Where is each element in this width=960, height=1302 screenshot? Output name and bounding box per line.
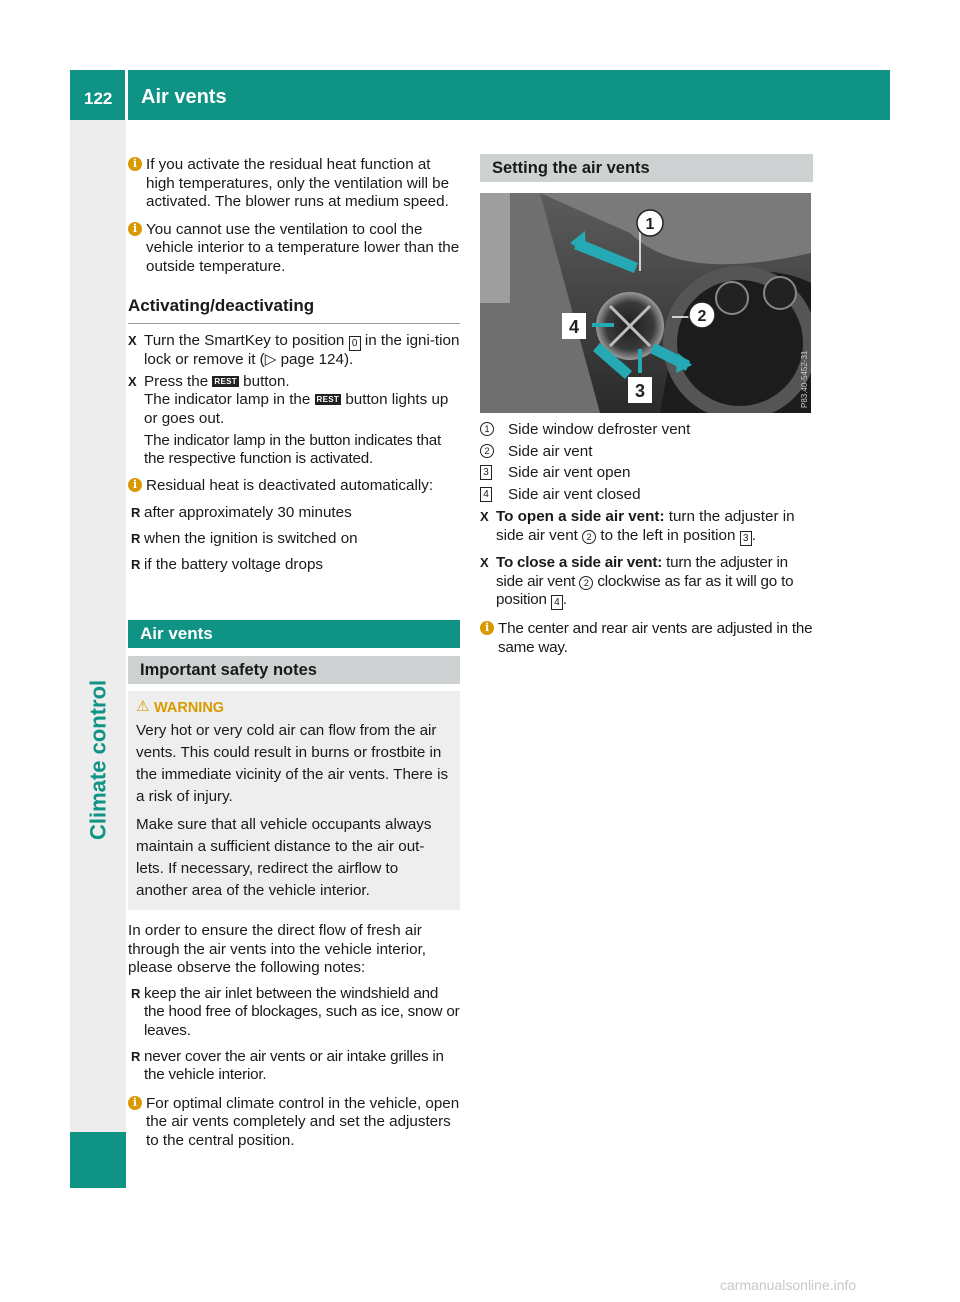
right-column — [480, 154, 813, 666]
rest-button-icon: REST — [214, 376, 237, 386]
step-detail: The indicator lamp in the button indicates that the respective function is activated. — [144, 431, 442, 468]
step-arrow-icon: X — [128, 333, 137, 349]
instruction-step: X To close a side air vent: turn the adjuster in side air vent 2 clockwise as far as it will go to position 4 . — [480, 553, 794, 609]
page-ref-arrow-icon: ▷ — [264, 351, 277, 369]
air-vent-figure — [480, 193, 811, 413]
list-item: R keep the air inlet between the windshield and the hood free of blockages, such as ice, snow or leaves. — [131, 984, 460, 1040]
bullet-icon: R — [131, 985, 141, 1001]
page-header — [70, 70, 890, 120]
list-item: R if the battery voltage drops — [131, 555, 323, 573]
page-title: Air vents — [141, 86, 227, 108]
subsection-banner: Important safety notes — [128, 656, 460, 684]
legend-item: 2 Side air vent — [480, 443, 813, 462]
instruction-step: X To open a side air vent: turn the adjuster in side air vent 2 to the left in position 3 . — [480, 508, 795, 544]
info-note: i You cannot use the ventilation to cool the vehicle interior to a temperature lower than the outside temperature. — [128, 221, 460, 277]
step-arrow-icon: X — [480, 554, 489, 570]
chapter-label: Climate control — [85, 679, 111, 840]
callout-1 — [637, 210, 663, 236]
air-vent-illustration — [480, 193, 811, 413]
info-icon: i — [480, 621, 494, 635]
left-column — [128, 156, 460, 1160]
step-detail: The indicator lamp in the REST button lights up or goes out. — [144, 391, 449, 427]
warning-triangle-icon: ⚠ — [136, 698, 150, 716]
callout-3 — [628, 377, 652, 403]
svg-text:3: 3 — [634, 381, 646, 401]
bullet-icon: R — [131, 505, 141, 521]
position-key: 0 — [349, 336, 361, 351]
callout-4 — [562, 313, 586, 339]
svg-text:1: 1 — [645, 216, 655, 233]
body-paragraph: In order to ensure the direct flow of fresh air through the air vents into the vehicle interior, please observe the following notes: — [128, 922, 427, 977]
step-arrow-icon: X — [128, 373, 137, 389]
info-icon: i — [128, 222, 142, 236]
page-number: 122 — [84, 89, 113, 108]
figure-code: P83.40-5452-31 — [800, 350, 809, 408]
info-note: i Residual heat is deactivated automatically: — [128, 477, 460, 496]
legend-item: 4 Side air vent closed — [480, 486, 813, 505]
figure-legend — [480, 421, 813, 504]
warning-heading: ⚠ WARNING — [136, 698, 225, 717]
warning-text: Make sure that all vehicle occupants always maintain a sufficient distance to the air out-lets. If necessary, redirect the airflow to another area of the vehicle interior. — [136, 816, 432, 900]
page-reference[interactable]: page 124 — [280, 351, 344, 369]
instruction-step: X Press the REST button. — [128, 372, 290, 390]
svg-text:4: 4 — [568, 317, 580, 337]
warning-box — [128, 691, 460, 910]
watermark: carmanualsonline.info — [720, 1277, 857, 1293]
info-icon: i — [128, 157, 142, 171]
section-banner: Setting the air vents — [480, 154, 813, 182]
list-item: R never cover the air vents or air intake grilles in the vehicle interior. — [131, 1047, 444, 1084]
step-arrow-icon: X — [480, 509, 489, 525]
rest-button-icon: REST — [316, 395, 340, 405]
list-item: R when the ignition is switched on — [131, 529, 358, 547]
callout-2 — [689, 302, 715, 328]
legend-item: 1 Side window defroster vent — [480, 421, 813, 440]
instruction-step: X Turn the SmartKey to position 0 in the igni-tion lock or remove it (▷ page 124). — [128, 332, 460, 369]
bullet-icon: R — [131, 1048, 141, 1064]
list-item: R after approximately 30 minutes — [131, 504, 352, 522]
bullet-icon: R — [131, 556, 141, 572]
svg-text:2: 2 — [697, 308, 707, 325]
legend-item: 3 Side air vent open — [480, 464, 813, 483]
bullet-icon: R — [131, 530, 141, 546]
info-note: i If you activate the residual heat function at high temperatures, only the ventilation will be activated. The blower runs at medium speed. — [128, 156, 460, 212]
header-divider — [125, 70, 128, 120]
section-banner: Air vents — [128, 620, 460, 648]
info-note: i The center and rear air vents are adjusted in the same way. — [480, 620, 813, 657]
info-icon: i — [128, 1096, 142, 1110]
info-note: i For optimal climate control in the vehicle, open the air vents completely and set the adjusters to the central position. — [128, 1095, 460, 1151]
info-icon: i — [128, 478, 142, 492]
section-heading: Activating/deactivating — [128, 297, 460, 325]
warning-text: Very hot or very cold air can flow from the air vents. This could result in burns or frostbite in the immediate vicinity of the air vents. There is a risk of injury. — [136, 722, 449, 806]
side-tab-marker — [70, 1132, 126, 1188]
